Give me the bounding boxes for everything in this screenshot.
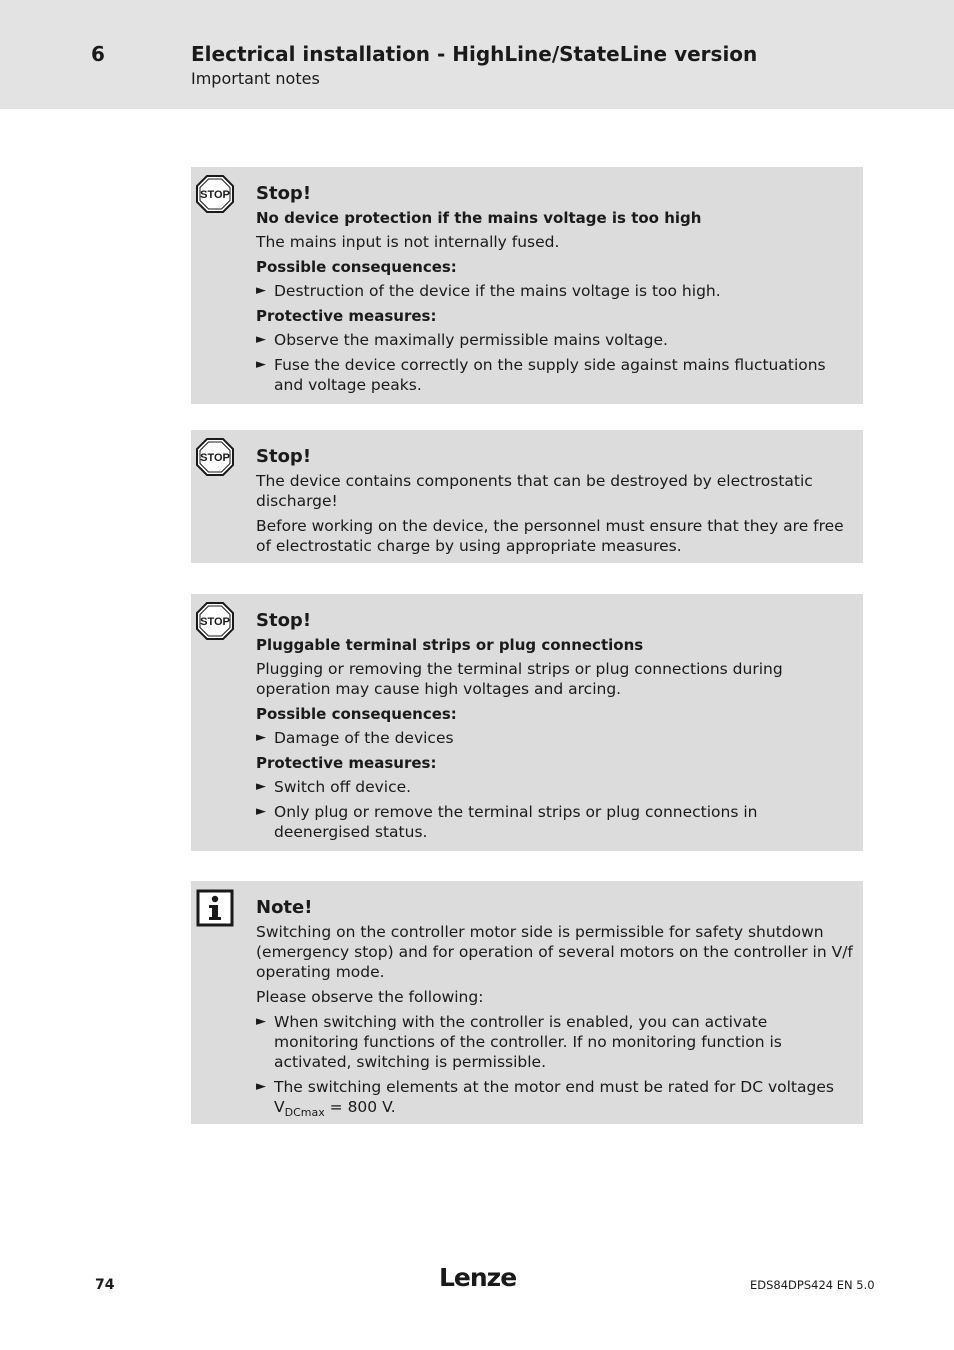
svg-text:STOP: STOP [200,189,230,201]
consequence-item: ► Damage of the devices [256,729,454,747]
consequences-heading: Possible consequences: [256,258,457,276]
chapter-subtitle: Important notes [191,69,320,88]
measure-item: ► Only plug or remove the terminal strips or plug connections in deenergised status. [256,803,758,841]
consequences-heading: Possible consequences: [256,705,457,723]
bullet-arrow-icon: ► [256,357,266,372]
notice-subtitle: Pluggable terminal strips or plug connections [256,636,644,654]
note-bullet-item: ► The switching elements at the motor end must be rated for DC voltages $V_{DCmax} = 800$ V. [256,1078,834,1120]
note-motor-side-switching [191,881,863,1124]
formula-symbol: V [274,1098,285,1116]
measure-item: ► Observe the maximally permissible mains voltage. [256,331,668,349]
stop-notice-terminal-strips [191,594,863,851]
stop-icon [196,602,234,644]
notice-text: The mains input is not internally fused. [256,233,560,251]
bullet-arrow-icon: ► [256,1014,266,1029]
formula-subscript: DCmax [284,1106,325,1120]
bullet-arrow-icon: ► [256,730,266,745]
lenze-logo: Lenze [439,1263,517,1292]
notice-title: Stop! [256,610,312,631]
measures-heading: Protective measures: [256,754,437,772]
notice-paragraph: Please observe the following: [256,988,484,1006]
notice-paragraph: Before working on the device, the personnel must ensure that they are free of electrostatic charge by using appropriate measures. [256,517,844,555]
chapter-number: 6 [91,42,105,66]
notice-title: Stop! [256,446,312,467]
bullet-arrow-icon: ► [256,332,266,347]
bullet-arrow-icon: ► [256,283,266,298]
note-bullet-item: ► When switching with the controller is enabled, you can activate monitoring functions of the controller. If no monitoring function is activated, switching is permissible. [256,1013,782,1071]
page-header [0,0,954,109]
measure-item: ► Fuse the device correctly on the supply side against mains fluctuations and voltage peaks. [256,356,826,394]
formula-value: = 800 V. [324,1098,396,1116]
document-id: EDS84DPS424 EN 5.0 [750,1278,875,1292]
bullet-arrow-icon: ► [256,804,266,819]
measures-heading: Protective measures: [256,307,437,325]
measure-item: ► Switch off device. [256,778,412,796]
notice-subtitle: No device protection if the mains voltage is too high [256,209,702,227]
bullet-arrow-icon: ► [256,779,266,794]
info-icon [196,889,234,931]
bullet-arrow-icon: ► [256,1079,266,1094]
stop-notice-electrostatic [191,430,863,563]
notice-title: Stop! [256,183,312,204]
notice-paragraph: The device contains components that can be destroyed by electrostatic discharge! [256,472,813,510]
consequence-item: ► Destruction of the device if the mains voltage is too high. [256,282,721,300]
page-number: 74 [95,1277,115,1293]
stop-icon [196,438,234,480]
notice-text: Plugging or removing the terminal strips or plug connections during operation may cause high voltages and arcing. [256,660,783,698]
stop-notice-mains-voltage [191,167,863,404]
notice-paragraph: Switching on the controller motor side is permissible for safety shutdown (emergency stop) and for operation of several motors on the controller in V/f operating mode. [256,923,853,981]
chapter-title: Electrical installation - HighLine/StateLine version [191,42,758,66]
svg-text:STOP: STOP [200,616,230,628]
svg-text:STOP: STOP [200,452,230,464]
stop-icon [196,175,234,217]
notice-title: Note! [256,897,313,918]
